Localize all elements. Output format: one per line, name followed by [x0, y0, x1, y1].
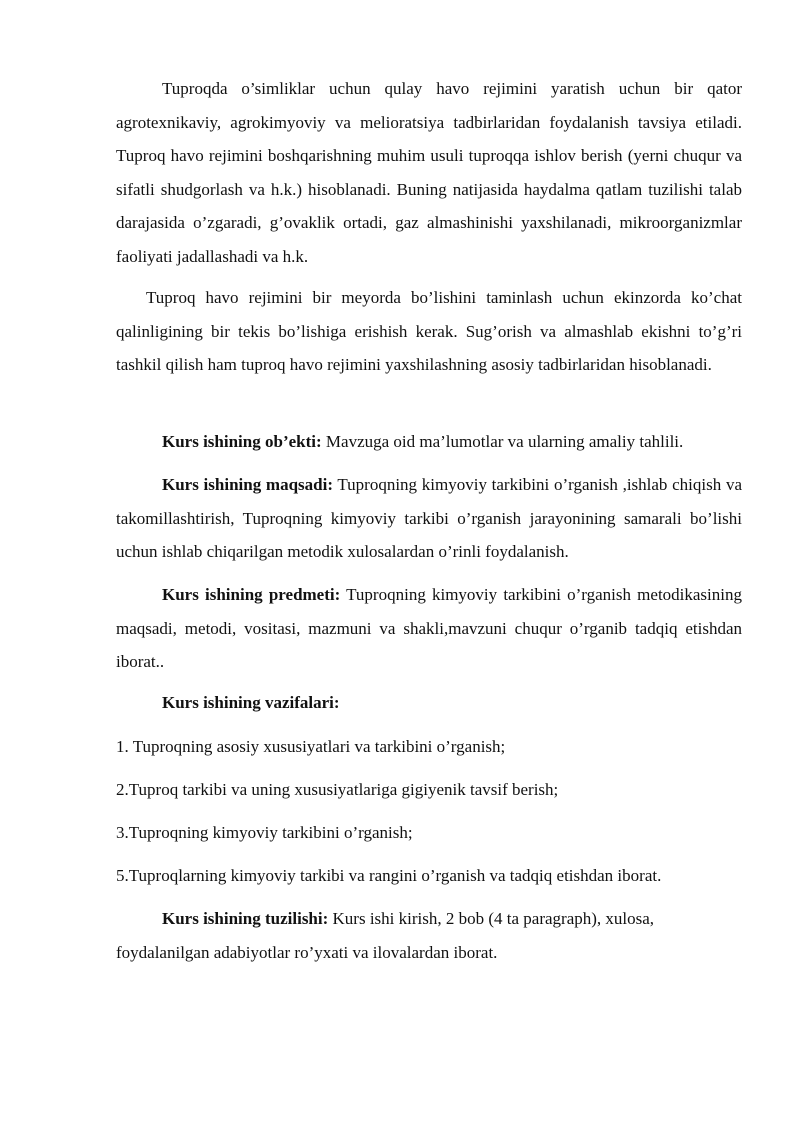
task-item: 3.Tuproqning kimyoviy tarkibini o’rganish;	[116, 823, 413, 842]
section-label: Kurs ishining tuzilishi:	[162, 909, 329, 928]
section-structure	[116, 902, 716, 969]
task-item: 2.Tuproq tarkibi va uning xususiyatlariga gigiyenik tavsif berish;	[116, 780, 559, 799]
section-text: Tuproqning kimyoviy tarkibini o’rganish ,ishlab chiqish va takomillashtirish, Tuproqning kimyoviy tarkibi o’rganish jarayonining samarali bo’lishi uchun ishlab chiqarilgan metodik xulosalardan o’rinli foydalanish.	[116, 475, 742, 561]
task-item: 5.Tuproqlarning kimyoviy tarkibi va rangini o’rganish va tadqiq etishdan iborat.	[116, 866, 662, 885]
paragraph-seedling-density	[116, 281, 742, 382]
section-subject	[116, 578, 742, 679]
section-object	[116, 425, 742, 459]
section-label: Kurs ishining maqsadi:	[162, 475, 333, 494]
section-text: Kurs ishi kirish, 2 bob (4 ta paragraph), xulosa, foydalanilgan adabiyotlar ro’yxati va ilovalardan iborat.	[116, 909, 655, 962]
paragraph-text: Tuproqda o’simliklar uchun qulay havo rejimini yaratish uchun bir qator agrotexnikaviy, agrokimyoviy va melioratsiya tadbirlaridan foydalanish tavsiya etiladi. Tuproq havo rejimini boshqarishning muhim usuli tuproqqa ishlov berish (yerni chuqur va sifatli shudgorlash va h.k.) hisoblanadi. Buning natijasida haydalma qatlam tuzilishi talab darajasida o’zgaradi, g’ovaklik ortadi, gaz almashinishi yaxshilanadi, mikroorganizmlar faoliyati jadallashadi va h.k.	[116, 79, 742, 266]
section-label: Kurs ishining ob’ekti:	[162, 432, 322, 451]
section-text: Mavzuga oid ma’lumotlar va ularning amaliy tahlili.	[321, 432, 684, 451]
section-label: Kurs ishining predmeti:	[162, 585, 341, 604]
section-goal	[116, 468, 742, 569]
paragraph-text: Tuproq havo rejimini bir meyorda bo’lishini taminlash uchun ekinzorda ko’chat qalinligining bir tekis bo’lishiga erishish kerak. Sug’orish va almashlab ekishni to’g’ri tashkil qilish ham tuproq havo rejimini yaxshilashning asosiy tadbirlaridan hisoblanadi.	[116, 288, 742, 374]
section-tasks-heading	[116, 686, 742, 720]
section-text: Tuproqning kimyoviy tarkibini o’rganish metodikasining maqsadi, metodi, vositasi, mazmuni va shakli,mavzuni chuqur o’rganib tadqiq etishdan iborat..	[116, 585, 742, 671]
task-item: 1. Tuproqning asosiy xususiyatlari va tarkibini o’rganish;	[116, 737, 506, 756]
section-label: Kurs ishining vazifalari:	[162, 693, 340, 712]
paragraph-air-regime	[116, 72, 742, 273]
